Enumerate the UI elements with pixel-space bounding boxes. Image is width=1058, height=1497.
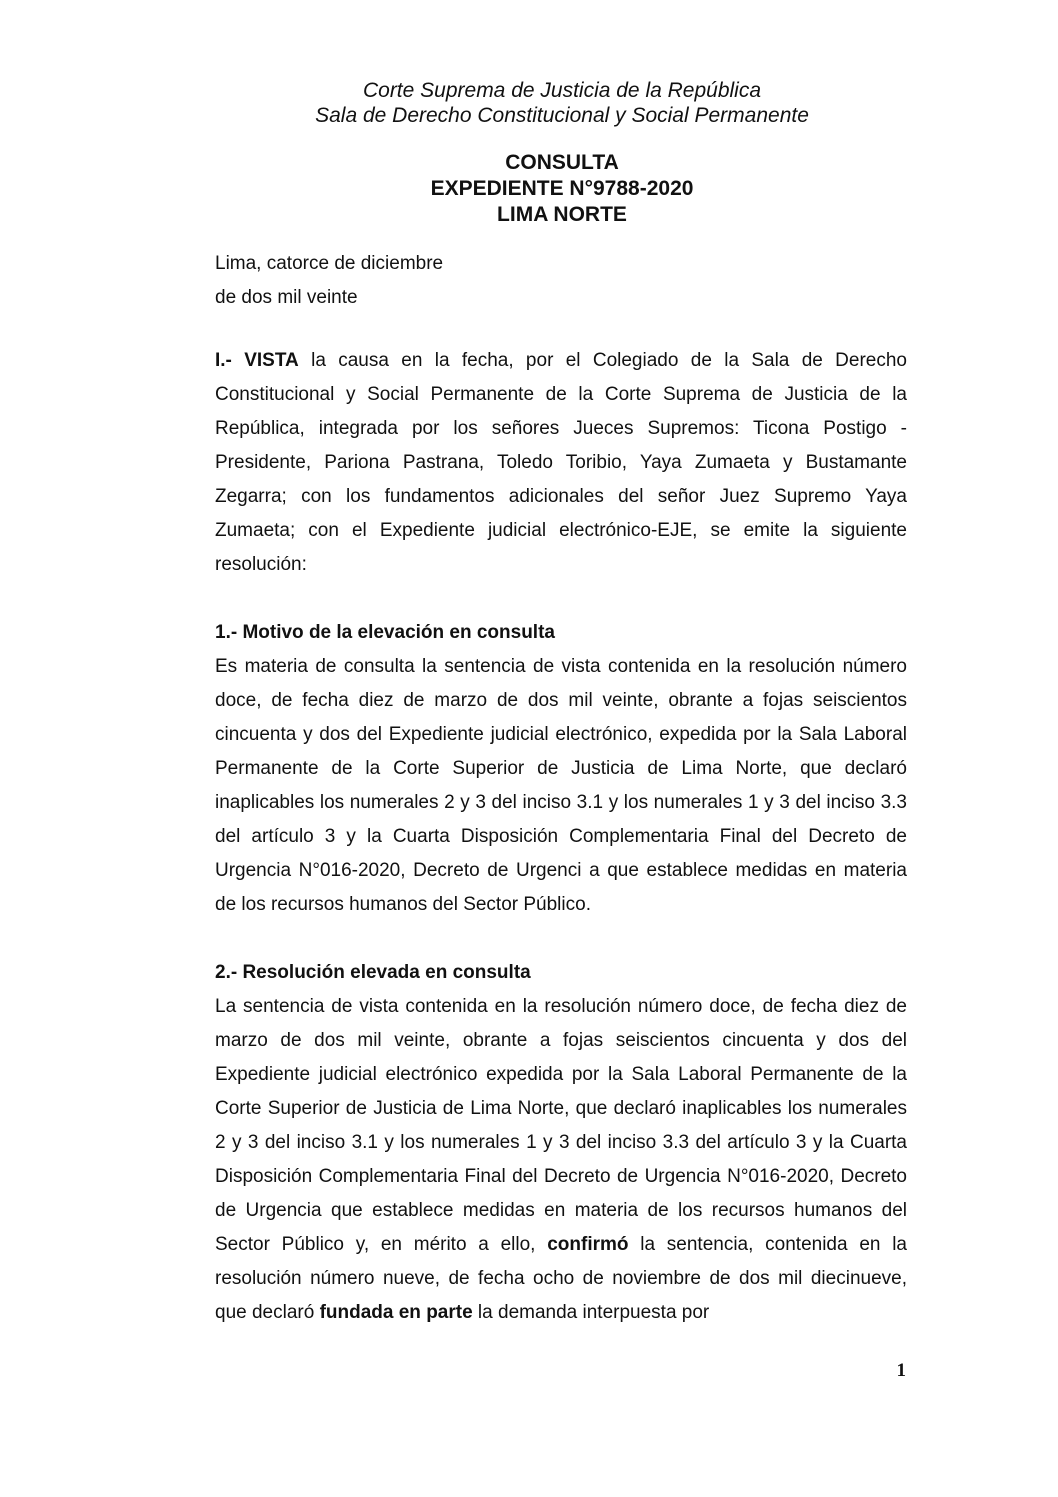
document-body	[215, 344, 907, 1330]
section-1-paragraph: Es materia de consulta la sentencia de vista contenida en la resolución número doce, de fecha diez de marzo de dos mil veinte, obrante a fojas seiscientos cincuenta y dos del Expediente judicial electrónico, expedida por la Sala Laboral Permanente de la Corte Superior de Justicia de Lima Norte, que declaró inaplicables los numerales 2 y 3 del inciso 3.1 y los numerales 1 y 3 del inciso 3.3 del artículo 3 y la Cuarta Disposición Complementaria Final del Decreto de Urgencia N°016-2020, Decreto de Urgenci a que establece medidas en materia de los recursos humanos del Sector Público.	[215, 656, 907, 915]
section-2-bold-a: confirmó	[547, 1234, 629, 1255]
court-name: Corte Suprema de Justicia de la República	[362, 79, 762, 102]
case-type: CONSULTA	[505, 151, 619, 174]
case-district: LIMA NORTE	[497, 203, 627, 226]
page-number: 1	[896, 1360, 906, 1381]
section-2-text-b: la sentencia, contenida en la resolución número nueve, de fecha ocho de noviembre de dos mil diecinueve, que declaró	[215, 1234, 907, 1323]
section-2-bold-b: fundada en parte	[319, 1302, 473, 1323]
section-2-title: 2.- Resolución elevada en consulta	[215, 962, 531, 983]
case-heading	[200, 150, 924, 228]
intro-label: I.- VISTA	[215, 350, 299, 371]
chamber-name: Sala de Derecho Constitucional y Social Permanente	[315, 104, 809, 127]
intro-text: la causa en la fecha, por el Colegiado de la Sala de Derecho Constitucional y Social Permanente de la Corte Suprema de Justicia de la República, integrada por los señores Jueces Supremos: Ticona Postigo - Presidente, Pariona Pastrana, Toledo Toribio, Yaya Zumaeta y Bustamante Zegarra; con los fundamentos adicionales del señor Juez Supremo Yaya Zumaeta; con el Expediente judicial electrónico-EJE, se emite la siguiente resolución:	[215, 350, 907, 575]
resolution-date	[215, 247, 443, 315]
section-2-paragraph	[215, 990, 907, 1330]
section-1-title: 1.- Motivo de la elevación en consulta	[215, 622, 555, 643]
court-header	[200, 78, 924, 128]
intro-paragraph	[215, 344, 907, 582]
section-2-text-a: La sentencia de vista contenida en la resolución número doce, de fecha diez de marzo de dos mil veinte, obrante a fojas seiscientos cincuenta y dos del Expediente judicial electrónico expedida por la Sala Laboral Permanente de la Corte Superior de Justicia de Lima Norte, que declaró inaplicables los numerales 2 y 3 del inciso 3.1 y los numerales 1 y 3 del inciso 3.3 del artículo 3 y la Cuarta Disposición Complementaria Final del Decreto de Urgencia N°016-2020, Decreto de Urgencia que establece medidas en materia de los recursos humanos del Sector Público y, en mérito a ello,	[215, 996, 907, 1255]
case-file-number: EXPEDIENTE N°9788-2020	[430, 177, 694, 200]
section-2-text-c: la demanda interpuesta por	[472, 1302, 710, 1323]
date-line-2: de dos mil veinte	[215, 287, 358, 308]
date-line-1: Lima, catorce de diciembre	[215, 253, 444, 274]
